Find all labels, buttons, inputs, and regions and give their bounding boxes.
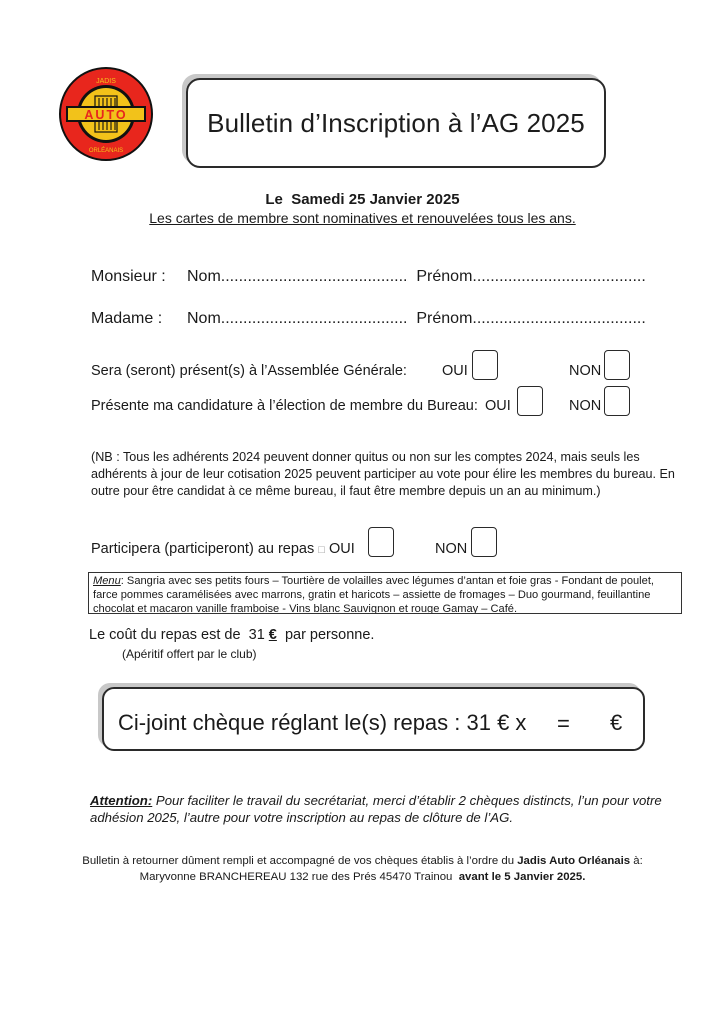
date-value: Samedi 25 Janvier 2025 xyxy=(291,191,460,208)
person-label: Madame : xyxy=(91,310,163,327)
event-date xyxy=(0,191,725,208)
attention-label: Attention: xyxy=(90,793,153,808)
person-label: Monsieur : xyxy=(91,268,166,285)
repas-question-line xyxy=(91,541,355,557)
page-title: Bulletin d’Inscription à l’AG 2025 xyxy=(207,107,585,138)
membership-note: Les cartes de membre sont nominatives et renouvelées tous les ans. xyxy=(149,210,576,226)
repas-non-label: NON xyxy=(435,541,468,557)
nom-label: Nom xyxy=(187,268,221,285)
meal-cost xyxy=(89,627,374,643)
prenom-field[interactable]: ....................................... xyxy=(472,268,646,285)
logo-top-text: JADIS xyxy=(96,78,116,85)
footer-deadline: avant le 5 Janvier 2025. xyxy=(458,871,586,883)
nom-label: Nom xyxy=(187,310,221,327)
menu-title: Menu xyxy=(93,575,121,587)
person-row-monsieur xyxy=(91,268,646,286)
candidature-oui-checkbox[interactable] xyxy=(517,386,543,416)
candidature-non-label: NON xyxy=(569,398,602,414)
nom-field[interactable]: .......................................... xyxy=(220,310,408,327)
repas-oui-checkbox[interactable] xyxy=(368,527,394,557)
candidature-question: Présente ma candidature à l’élection de membre du Bureau: xyxy=(91,398,478,414)
cost-amount: 31 xyxy=(248,627,265,643)
prenom-label: Prénom xyxy=(416,310,473,327)
candidature-non-checkbox[interactable] xyxy=(604,386,630,416)
candidature-oui-label: OUI xyxy=(485,398,511,414)
logo-main-text: AUTO xyxy=(84,108,128,122)
club-logo xyxy=(58,66,154,162)
logo-bottom-text: ORLÉANAIS xyxy=(88,148,124,154)
prenom-label: Prénom xyxy=(416,268,473,285)
menu-text: : Sangria avec ses petits fours – Tourtière de volailles avec légumes d’antan et foie gras - Fondant de poulet, farce pommes caramélisées avec marrons, gratin et haricots – assiette de fromages – Duo gourmand, feuillantine chocolat et macaron vanille framboise - Vins blanc Sauvignon et rouge Gamay – Café. xyxy=(93,575,654,614)
cheque-equals: = xyxy=(557,711,570,736)
footer-club: Jadis Auto Orléanais xyxy=(517,855,631,867)
footer-prefix: Bulletin à retourner dûment rempli et accompagné de vos chèques établis à l’ordre du xyxy=(82,855,515,867)
presence-non-label: NON xyxy=(569,363,602,379)
presence-question: Sera (seront) présent(s) à l’Assemblée Générale: xyxy=(91,363,407,379)
aperitif-note: (Apéritif offert par le club) xyxy=(122,647,257,661)
cheque-text: Ci-joint chèque réglant le(s) repas : 31 € x xyxy=(118,710,527,735)
attention-text: Pour faciliter le travail du secrétariat, merci d’établir 2 chèques distincts, l’un pour votre adhésion 2025, l’autre pour votre inscription au repas de clôture de l’AG. xyxy=(90,793,662,825)
cost-suffix: par personne. xyxy=(284,627,375,643)
title-box xyxy=(186,78,606,168)
repas-non-checkbox[interactable] xyxy=(471,527,497,557)
cost-currency: € xyxy=(268,627,277,643)
date-prefix: Le xyxy=(265,191,283,208)
nom-field[interactable]: .......................................... xyxy=(220,268,408,285)
footer xyxy=(0,853,725,885)
repas-question: Participera (participeront) au repas xyxy=(91,541,315,557)
footer-address: Maryvonne BRANCHEREAU 132 rue des Prés 45470 Trainou xyxy=(139,871,453,883)
cost-prefix: Le coût du repas est de xyxy=(89,627,241,643)
menu-box xyxy=(88,572,682,614)
presence-non-checkbox[interactable] xyxy=(604,350,630,380)
nb-paragraph: (NB : Tous les adhérents 2024 peuvent donner quitus ou non sur les comptes 2024, mais seuls les adhérents à jour de leur cotisation 2025 peuvent participer au vote pour élire les membres du bureau. En outre pour être candidat à ce même bureau, il faut être membre depuis un an au minimum.) xyxy=(91,450,675,498)
repas-oui-label: OUI xyxy=(328,541,355,557)
presence-oui-label: OUI xyxy=(442,363,468,379)
repas-glyph: □ xyxy=(318,544,325,556)
presence-oui-checkbox[interactable] xyxy=(472,350,498,380)
person-row-madame xyxy=(91,310,646,328)
footer-suffix: à: xyxy=(633,855,643,867)
attention-note xyxy=(90,792,690,826)
cheque-currency: € xyxy=(610,710,623,735)
prenom-field[interactable]: ....................................... xyxy=(472,310,646,327)
